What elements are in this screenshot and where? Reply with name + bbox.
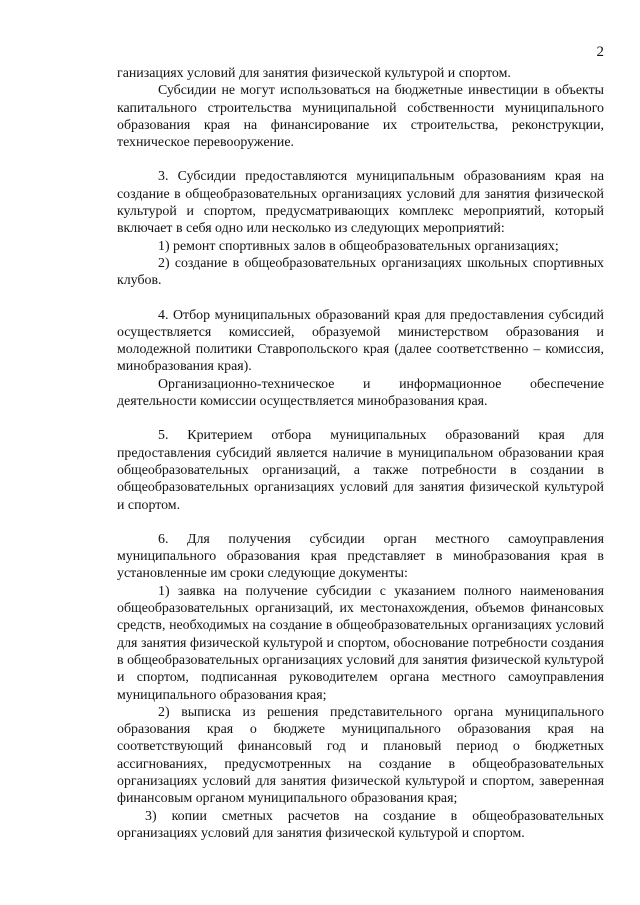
document-body [117,65,604,842]
list-item-estimates: 3) копии сметных расчетов на создание в общеобразовательных организациях условий для занятия физической культурой и спортом. [117,808,604,841]
paragraph-subsidies-restriction: Субсидии не могут использоваться на бюджетные инвестиции в объекты капитального строительства муниципальной собственности муниципального образования края на финансирование их строительства, реконструкции, техническое перевооружение. [117,83,604,151]
page-number: 2 [596,44,604,60]
paragraph-commission-support: Организационно-техническое и информационное обеспечение деятельности комиссии осуществляется минобразования края. [117,376,604,410]
paragraph-clause-6: 6. Для получения субсидии орган местного самоуправления муниципального образования края представляет в минобразования края в установленные им сроки следующие документы: [117,531,604,582]
list-item-application: 1) заявка на получение субсидии с указанием полного наименования общеобразовательных организаций, их местонахождения, объемов финансовых средств, необходимых на создание в общеобразовательных организациях условий для занятия физической культурой и спортом, обоснование потребности создания в общеобразовательных организациях условий для занятия физической культурой и спортом, подписанная руководителем органа местного самоуправления муниципального образования края; [117,583,604,703]
list-item-gym-repair: 1) ремонт спортивных залов в общеобразовательных организациях; [158,238,559,254]
list-item-sports-clubs: 2) создание в общеобразовательных организациях школьных спортивных клубов. [117,255,604,289]
list-item-budget-extract: 2) выписка из решения представительного органа муниципального образования края о бюджете муниципального образования края на соответствующий финансовый год и плановый период о бюджетных ассигнованиях, предусмотренных на создание в общеобразовательных организациях условий для занятия физической культурой и спортом, заверенная финансовым органом муниципального образования края; [117,704,604,807]
paragraph-clause-4: 4. Отбор муниципальных образований края для предоставления субсидий осуществляется комиссией, образуемой министерством образования и молодежной политики Ставропольского края (далее соответственно – комиссия, минобразования края). [117,307,604,375]
paragraph-clause-3: 3. Субсидии предоставляются муниципальным образованиям края на создание в общеобразовательных организациях условий для занятия физической культурой и спортом, предусматривающих комплекс мероприятий, который включает в себя одно или несколько из следующих мероприятий: [117,169,604,237]
paragraph-continuation: ганизациях условий для занятия физической культурой и спортом. [117,66,511,81]
paragraph-clause-5: 5. Критерием отбора муниципальных образований края для предоставления субсидий является наличие в муниципальном образовании края общеобразовательных организаций, а также потребности в создании в общеобразовательных организациях условий для занятия физической культурой и спортом. [117,428,604,513]
